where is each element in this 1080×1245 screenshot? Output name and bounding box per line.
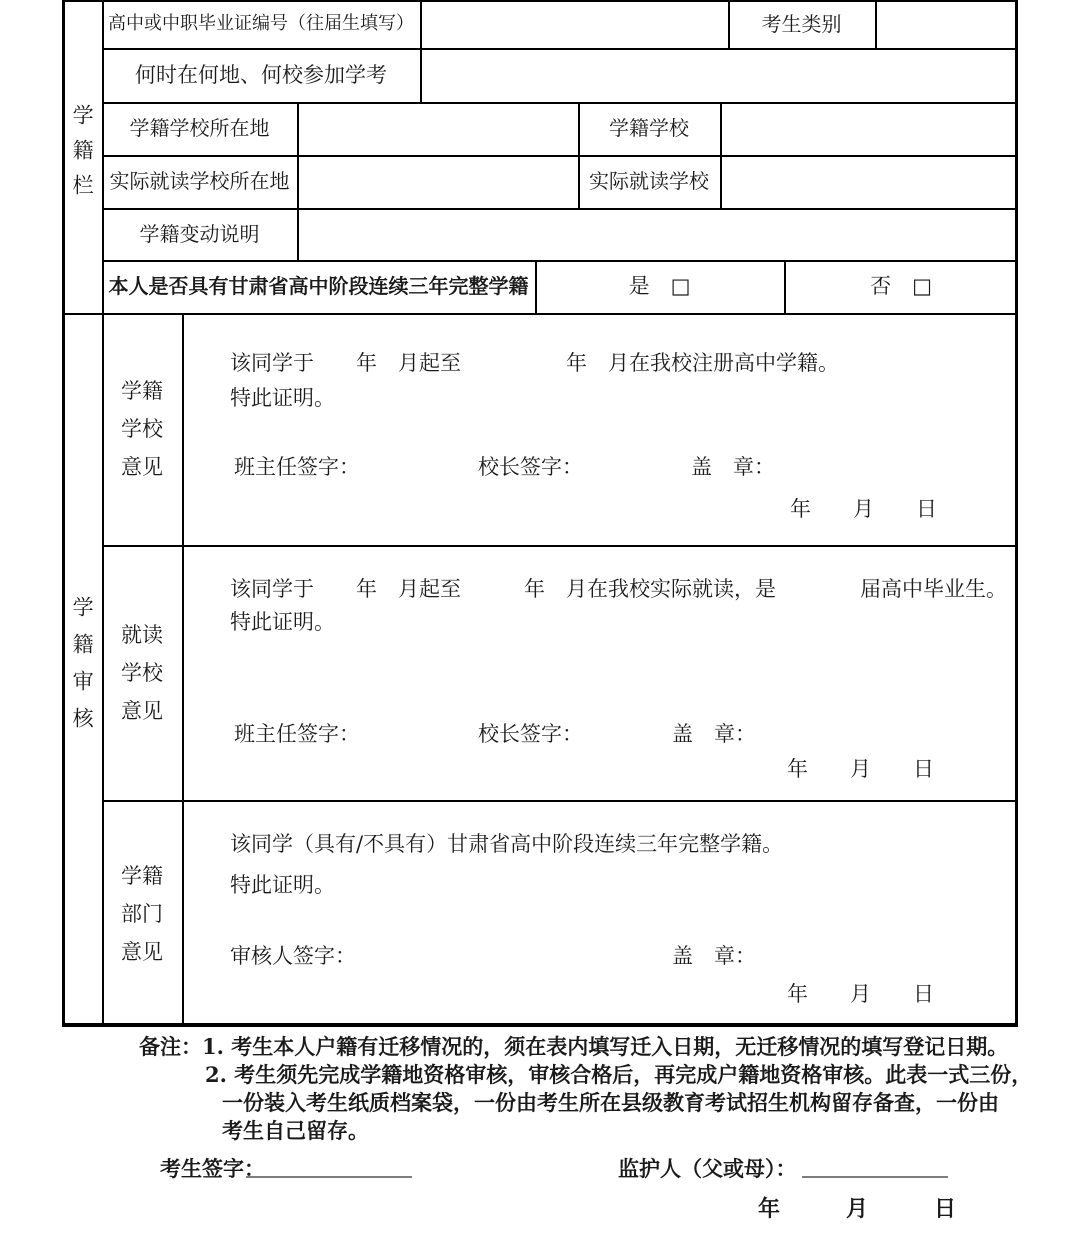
section3-body-line2: 特此证明。: [230, 873, 335, 897]
guardian-signature-line: [802, 1156, 948, 1178]
grid-line-v: [182, 313, 184, 1027]
registered-school-value-cell: [720, 102, 1018, 155]
section1-date-line: 年 月 日: [790, 497, 937, 521]
notes-line-1: 备注：1. 考生本人户籍有迁移情况的，须在表内填写迁入日期，无迁移情况的填写登记日期。: [139, 1034, 1009, 1059]
section1-seal-label: 盖 章：: [691, 455, 775, 479]
section1-body-line1: 该同学于 年 月起至 年 月在我校注册高中学籍。: [230, 351, 839, 375]
section-label-line: 意见: [121, 939, 163, 964]
section1-body-line2: 特此证明。: [230, 386, 335, 410]
side-label-roll-review: 学籍审核: [70, 596, 95, 744]
guardian-signature-label: 监护人（父或母）：: [618, 1156, 797, 1181]
section-label-attending-school-opinion: [102, 545, 182, 800]
yes-checkbox-option[interactable]: 是 □: [628, 274, 691, 299]
section1-principal-sign-label: 校长签字：: [478, 455, 583, 479]
actual-school-location-value-cell: [297, 155, 578, 208]
exam-history-value-cell: [420, 48, 1018, 102]
section2-body-line1: 该同学于 年 月起至 年 月在我校实际就读，是 届高中毕业生。: [230, 577, 1007, 601]
exam-history-label-cell: 何时在何地、何校参加学考: [135, 62, 387, 87]
side-label-school-roll-column: 学籍栏: [70, 104, 95, 209]
registered-school-label-cell: 学籍学校: [609, 116, 689, 140]
section3-date-line: 年 月 日: [787, 982, 934, 1006]
section2-body-line2: 特此证明。: [230, 610, 335, 634]
section-label-line: 就读: [121, 622, 163, 647]
notes-line-3: 一份装入考生纸质档案袋，一份由考生所在县级教育考试招生机构留存备查，一份由: [222, 1090, 999, 1115]
status-change-value-cell: [297, 208, 1018, 260]
candidate-signature-line: [246, 1156, 412, 1178]
grid-line-h: [62, 313, 1018, 315]
actual-school-label-cell: 实际就读学校: [589, 169, 709, 193]
grid-line-h: [102, 545, 1018, 547]
grad-cert-value-cell: [420, 0, 728, 48]
actual-school-location-label-cell: 实际就读学校所在地: [109, 169, 290, 193]
section-label-line: 学籍: [121, 379, 163, 403]
registered-school-location-label-cell: 学籍学校所在地: [129, 116, 270, 140]
section-label-line: 意见: [121, 698, 163, 723]
section-label-line: 部门: [121, 901, 163, 926]
candidate-signature-label: 考生签字：: [160, 1156, 265, 1181]
notes-line-4: 考生自己留存。: [222, 1118, 369, 1143]
registered-school-location-value-cell: [297, 102, 578, 155]
no-checkbox-option[interactable]: 否 □: [870, 274, 932, 299]
section-label-roll-department-opinion: [102, 800, 182, 1027]
section3-reviewer-sign-label: 审核人签字：: [230, 944, 356, 968]
section-label-line: 意见: [121, 455, 163, 479]
section-label-line: 学籍: [121, 863, 163, 888]
section2-date-line: 年 月 日: [787, 757, 934, 781]
candidate-type-label-cell: 考生类别: [761, 11, 842, 36]
section3-seal-label: 盖 章：: [672, 944, 756, 968]
section2-principal-sign-label: 校长签字：: [478, 722, 583, 746]
section1-homeroom-sign-label: 班主任签字：: [234, 455, 360, 479]
candidate-type-value-cell: [875, 0, 1018, 48]
section2-homeroom-sign-label: 班主任签字：: [234, 722, 360, 746]
footer-date-line: 年 月 日: [758, 1196, 957, 1222]
section-label-line: 学校: [121, 417, 163, 441]
three-year-question-cell: 本人是否具有甘肃省高中阶段连续三年完整学籍: [108, 274, 529, 298]
actual-school-value-cell: [720, 155, 1018, 208]
section2-seal-label: 盖 章：: [672, 722, 756, 746]
section3-body-line1: 该同学（具有/不具有）甘肃省高中阶段连续三年完整学籍。: [230, 832, 784, 856]
notes-line-2: 2. 考生须先完成学籍地资格审核，审核合格后，再完成户籍地资格审核。此表一式三份，: [205, 1062, 1033, 1087]
section-label-line: 学校: [121, 660, 163, 685]
grad-cert-label-cell: 高中或中职毕业证编号（往届生填写）: [108, 12, 414, 34]
grid-line-h: [102, 800, 1018, 802]
status-change-label-cell: 学籍变动说明: [139, 221, 260, 246]
section-label-registered-school-opinion: [102, 313, 182, 545]
